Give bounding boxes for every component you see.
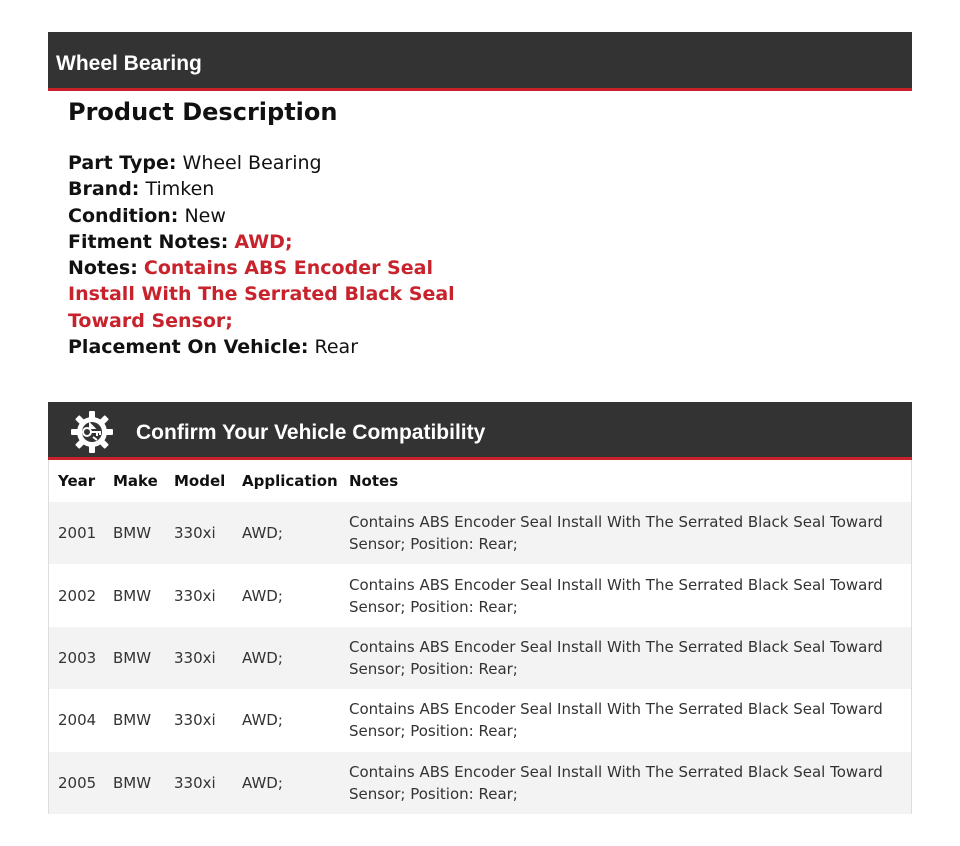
cell-notes: Contains ABS Encoder Seal Install With The Serrated Black Seal Toward Sensor; Position: Rear; — [340, 627, 911, 689]
fitment-label: Fitment Notes: — [68, 230, 229, 253]
fitment-line — [68, 229, 488, 255]
header-model: Model — [174, 472, 226, 490]
cell-notes: Contains ABS Encoder Seal Install With The Serrated Black Seal Toward Sensor; Position: Rear; — [340, 689, 911, 751]
product-title: Wheel Bearing — [56, 52, 202, 75]
cell-application: AWD; — [233, 502, 340, 564]
condition-line — [68, 203, 488, 229]
cell-notes: Contains ABS Encoder Seal Install With The Serrated Black Seal Toward Sensor; Position: Rear; — [340, 502, 911, 564]
header-year: Year — [58, 472, 96, 490]
cell-model: 330xi — [165, 502, 233, 564]
compatibility-bar — [48, 402, 912, 460]
header-make: Make — [113, 472, 158, 490]
cell-make: BMW — [104, 752, 165, 814]
placement-value: Rear — [314, 336, 359, 359]
gear-icon — [70, 410, 114, 454]
part-type-value: Wheel Bearing — [182, 152, 322, 174]
cell-make: BMW — [104, 627, 165, 689]
part-type-label: Part Type: — [68, 152, 177, 174]
cell-notes: Contains ABS Encoder Seal Install With The Serrated Black Seal Toward Sensor; Position: Rear; — [340, 564, 911, 626]
cell-make: BMW — [104, 689, 165, 751]
cell-year: 2002 — [49, 564, 104, 626]
part-type-line — [68, 150, 488, 176]
cell-year: 2004 — [49, 689, 104, 751]
brand-value: Timken — [145, 178, 215, 201]
brand-line — [68, 176, 488, 202]
notes-value: Contains ABS Encoder Seal Install With The Serrated Black Seal Toward Sensor; — [68, 257, 455, 332]
cell-application: AWD; — [233, 627, 340, 689]
cell-make: BMW — [104, 564, 165, 626]
cell-year: 2001 — [49, 502, 104, 564]
table-row — [49, 564, 911, 626]
cell-application: AWD; — [233, 689, 340, 751]
description-lines — [68, 150, 488, 360]
cell-year: 2003 — [49, 627, 104, 689]
condition-label: Condition: — [68, 204, 179, 227]
table-row — [49, 689, 911, 751]
placement-label: Placement On Vehicle: — [68, 336, 309, 359]
cell-year: 2005 — [49, 752, 104, 814]
table-header-row — [49, 460, 911, 502]
table-row — [49, 752, 911, 814]
cell-model: 330xi — [165, 564, 233, 626]
table-row — [49, 627, 911, 689]
compatibility-title: Confirm Your Vehicle Compatibility — [136, 421, 486, 444]
description-heading: Product Description — [68, 98, 338, 126]
header-notes: Notes — [349, 472, 399, 490]
cell-model: 330xi — [165, 627, 233, 689]
brand-label: Brand: — [68, 178, 140, 201]
compatibility-table-grid — [49, 460, 911, 814]
cell-model: 330xi — [165, 752, 233, 814]
notes-line — [68, 255, 488, 334]
cell-make: BMW — [104, 502, 165, 564]
condition-value: New — [184, 204, 226, 227]
notes-label: Notes: — [68, 257, 138, 280]
header-application: Application — [242, 472, 338, 490]
table-row — [49, 502, 911, 564]
product-description — [68, 96, 488, 360]
cell-notes: Contains ABS Encoder Seal Install With The Serrated Black Seal Toward Sensor; Position: Rear; — [340, 752, 911, 814]
cell-model: 330xi — [165, 689, 233, 751]
fitment-value: AWD; — [234, 230, 293, 253]
cell-application: AWD; — [233, 564, 340, 626]
product-title-bar — [48, 32, 912, 91]
placement-line — [68, 334, 488, 360]
cell-application: AWD; — [233, 752, 340, 814]
compatibility-table — [48, 460, 912, 814]
